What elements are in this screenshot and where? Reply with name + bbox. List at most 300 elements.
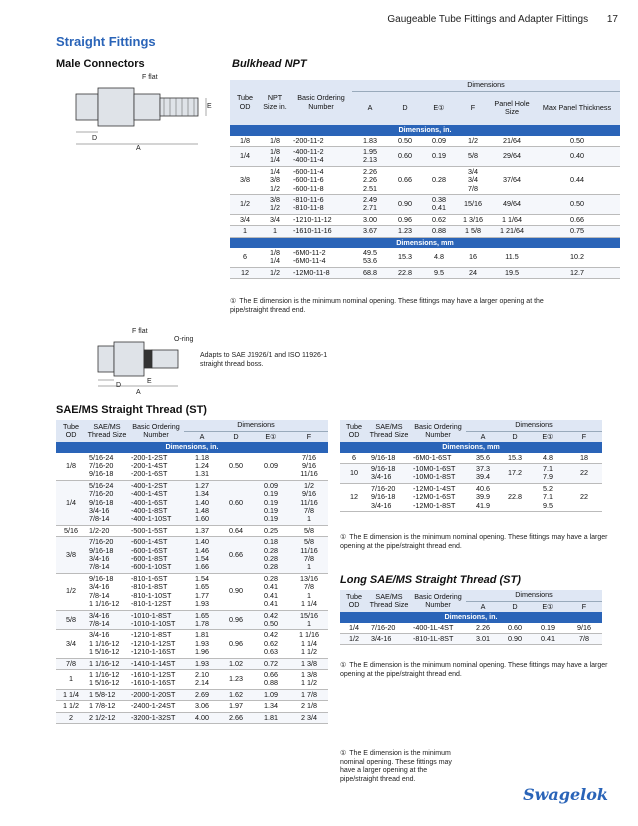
- cell-line: 0.42: [264, 630, 278, 640]
- cell-a: [352, 248, 388, 267]
- bulkhead-footnote: [230, 298, 580, 315]
- cell-line: -400-1-6ST: [131, 497, 168, 507]
- cell-d: 0.90: [220, 573, 252, 610]
- cell-line: 5/8: [304, 537, 314, 547]
- col-tube-od: Tube OD: [56, 420, 86, 442]
- cell-line: 1: [307, 618, 311, 628]
- cell-f: [456, 166, 490, 194]
- cell-d: 0.60: [500, 623, 530, 634]
- cell-hole: 37/64: [490, 166, 534, 194]
- col-panel-hole: Panel Hole Size: [490, 91, 534, 125]
- cell-line: 9/16-18: [371, 464, 396, 473]
- cell-line: 7/8-14: [89, 514, 110, 524]
- col-dimensions: Dimensions: [184, 420, 328, 431]
- col-d: D: [500, 431, 530, 442]
- sae-mm-table: [340, 420, 602, 512]
- cell-a: 3.67: [352, 226, 388, 237]
- cell-thick: 0.50: [534, 194, 620, 214]
- col-tube-od: Tube OD: [340, 420, 368, 442]
- cell-line: 1.34: [195, 489, 209, 499]
- cell-f: [290, 453, 328, 481]
- swagelok-logo: Swagelok: [523, 785, 608, 804]
- cell-line: -1210-1-16ST: [131, 647, 176, 657]
- cell-line: -400-1-10ST: [131, 514, 172, 524]
- label-d: D: [92, 135, 98, 142]
- cell-thread: 1 5/8-12: [86, 689, 128, 700]
- cell-line: -6M0-11-4: [293, 256, 326, 266]
- cell-thread: [86, 573, 128, 610]
- dimensions-band-label: Dimensions, in.: [56, 442, 328, 452]
- cell-d: 22.8: [500, 483, 530, 511]
- cell-a: 1.93: [184, 658, 220, 669]
- cell-line: 0.09: [264, 480, 278, 490]
- long-sae-footnote: [340, 662, 610, 679]
- cell-ord: [290, 146, 352, 166]
- col-e: E①: [252, 431, 290, 442]
- table-row: [56, 453, 328, 481]
- cell-line: 0.28: [264, 554, 278, 564]
- cell-line: 0.63: [264, 647, 278, 657]
- cell-line: 1.18: [195, 452, 209, 462]
- cell-thread: [368, 464, 410, 484]
- cell-line: 1 1/16-12: [89, 599, 120, 609]
- cell-line: 1.65: [195, 582, 209, 592]
- cell-line: 7/16-20: [89, 461, 114, 470]
- cell-line: 41.9: [476, 500, 490, 510]
- cell-od: 6: [340, 453, 368, 464]
- cell-e: 0.09: [252, 453, 290, 481]
- cell-thread: [86, 669, 128, 689]
- section-title-bulkhead: Bulkhead NPT: [232, 58, 307, 70]
- cell-line: 1 1/2: [301, 678, 317, 688]
- cell-line: 7/8-14: [89, 590, 110, 600]
- cell-a: [184, 453, 220, 481]
- cell-hole: 21/64: [490, 136, 534, 147]
- cell-line: 1: [307, 562, 311, 572]
- cell-line: 1 3/8: [301, 669, 317, 679]
- cell-line: 1.96: [195, 647, 209, 657]
- cell-line: 2.14: [195, 678, 209, 688]
- col-tube-od: Tube OD: [340, 590, 368, 612]
- cell-line: 1.46: [195, 545, 209, 555]
- cell-line: 3/4: [468, 175, 478, 185]
- cell-line: -200-1-2ST: [131, 452, 168, 462]
- col-dimensions: Dimensions: [466, 420, 602, 431]
- cell-f: [290, 573, 328, 610]
- table-row: [230, 267, 620, 278]
- cell-e: [422, 194, 456, 214]
- cell-f: [290, 480, 328, 525]
- male-connector-body: [98, 88, 134, 126]
- cell-od: 10: [340, 464, 368, 484]
- cell-f: 1 5/8: [456, 226, 490, 237]
- cell-a: [352, 194, 388, 214]
- cell-a: 2.69: [184, 689, 220, 700]
- cell-line: 53.6: [363, 256, 377, 266]
- cell-f: 22: [566, 483, 602, 511]
- cell-e: [530, 483, 566, 511]
- cell-line: 7/16: [302, 452, 316, 462]
- cell-line: 0.66: [264, 669, 278, 679]
- cell-ord: -1610-11-16: [290, 226, 352, 237]
- cell-line: 7/8-14: [89, 562, 110, 572]
- cell-e: [252, 480, 290, 525]
- cell-d: 1.97: [220, 701, 252, 712]
- bulkhead-table-mm-body: [230, 237, 620, 279]
- adapts-note: Adapts to SAE J1926/1 and ISO 11926-1 straight thread boss.: [200, 352, 328, 368]
- page-number: 17: [606, 14, 618, 25]
- col-ordering-number: Basic Ordering Number: [290, 80, 352, 125]
- cell-a: [184, 480, 220, 525]
- page-header: [371, 14, 618, 25]
- cell-ord: -3200-1-32ST: [128, 712, 184, 723]
- cell-f: 22: [566, 464, 602, 484]
- cell-ord: -1410-1-14ST: [128, 658, 184, 669]
- col-d: D: [500, 601, 530, 612]
- cell-line: 5/16-24: [89, 452, 114, 462]
- long-sae-table: [340, 590, 602, 645]
- cell-thread: [86, 537, 128, 574]
- cell-od: 1/8: [230, 136, 260, 147]
- label-e: E: [147, 378, 152, 385]
- cell-npt: 1/2: [260, 267, 290, 278]
- cell-thread: [368, 483, 410, 511]
- cell-line: 1.48: [195, 506, 209, 516]
- cell-d: 0.96: [220, 630, 252, 658]
- label-f-flat: F flat: [132, 328, 148, 335]
- cell-line: -810-1-12ST: [131, 599, 172, 609]
- cell-d: 1.02: [220, 658, 252, 669]
- cell-line: 1.65: [195, 610, 209, 620]
- cell-e: 0.25: [252, 525, 290, 536]
- cell-ord: -2000-1-20ST: [128, 689, 184, 700]
- cell-line: 1: [307, 590, 311, 600]
- male-connector-drawing: [66, 74, 216, 154]
- cell-line: 1.95: [363, 146, 377, 156]
- col-a: A: [466, 431, 500, 442]
- cell-line: 1.93: [195, 599, 209, 609]
- cell-ord: -500-1-5ST: [128, 525, 184, 536]
- table-row: [340, 623, 602, 634]
- cell-f: 1 3/16: [456, 214, 490, 225]
- cell-d: 0.60: [388, 146, 422, 166]
- oring-connector-body: [114, 342, 144, 376]
- cell-line: 0.19: [264, 489, 278, 499]
- cell-line: 7/8-14: [89, 618, 110, 628]
- cell-line: 1.81: [195, 630, 209, 640]
- cell-f: 15/16: [456, 194, 490, 214]
- cell-f: 2 1/8: [290, 701, 328, 712]
- cell-line: 3/4-16: [371, 472, 392, 482]
- cell-f: [290, 537, 328, 574]
- cell-line: -810-11-8: [293, 203, 324, 213]
- col-a: A: [466, 601, 500, 612]
- table-row: [56, 573, 328, 610]
- cell-line: 1/8: [270, 146, 280, 156]
- cell-line: 3/4-16: [89, 506, 110, 516]
- cell-hole: 1 21/64: [490, 226, 534, 237]
- cell-line: -600-11-6: [293, 175, 324, 185]
- cell-hole: 11.5: [490, 248, 534, 267]
- cell-line: -600-1-8ST: [131, 554, 168, 564]
- sae-mm-table-body: [340, 442, 602, 511]
- cell-od: 12: [230, 267, 260, 278]
- cell-ord: -400-1L-4ST: [410, 623, 466, 634]
- cell-f: 18: [566, 453, 602, 464]
- cell-hole: 19.5: [490, 267, 534, 278]
- cell-a: 2.26: [466, 623, 500, 634]
- cell-line: 0.19: [264, 497, 278, 507]
- table-row: [56, 480, 328, 525]
- cell-line: 7/8: [468, 183, 478, 193]
- cell-line: 1/2: [270, 203, 280, 213]
- cell-line: -400-1-2ST: [131, 480, 168, 490]
- cell-line: 2.49: [363, 194, 377, 204]
- cell-ord: [410, 464, 466, 484]
- cell-line: 2.26: [363, 175, 377, 185]
- cell-line: -1210-1-12ST: [131, 638, 176, 648]
- cell-line: 2.10: [195, 669, 209, 679]
- cell-thick: 0.75: [534, 226, 620, 237]
- cell-d: 1.23: [388, 226, 422, 237]
- cell-line: -10M0-1-8ST: [413, 472, 456, 482]
- cell-line: 1.54: [195, 554, 209, 564]
- cell-thread: 2 1/2-12: [86, 712, 128, 723]
- col-dimensions: Dimensions: [352, 80, 620, 91]
- cell-hole: 49/64: [490, 194, 534, 214]
- cell-line: 11/16: [300, 469, 318, 479]
- footnote-mark: ①: [340, 534, 347, 541]
- cell-line: -810-11-6: [293, 194, 324, 204]
- dimensions-band-row: [230, 237, 620, 248]
- cell-line: -1010-1-8ST: [131, 610, 172, 620]
- cell-thread: [86, 630, 128, 658]
- cell-od: 1: [56, 669, 86, 689]
- cell-line: 3/4: [468, 166, 478, 176]
- cell-od: 5/16: [56, 525, 86, 536]
- table-row: [230, 248, 620, 267]
- cell-od: 1/2: [340, 634, 368, 645]
- cell-line: 9/16-18: [89, 573, 114, 583]
- cell-line: 0.41: [432, 203, 446, 213]
- cell-ord: [128, 537, 184, 574]
- cell-d: 0.66: [220, 537, 252, 574]
- table-row: [230, 226, 620, 237]
- cell-npt: 3/4: [260, 214, 290, 225]
- cell-line: 7/16-20: [89, 537, 114, 547]
- table-row: [230, 136, 620, 147]
- cell-line: 3/8: [270, 175, 280, 185]
- col-dimensions: Dimensions: [466, 590, 602, 601]
- cell-d: 0.60: [220, 480, 252, 525]
- cell-line: -12M0-1-4ST: [413, 483, 456, 493]
- label-d: D: [116, 382, 122, 389]
- cell-e: [530, 464, 566, 484]
- cell-od: 3/4: [230, 214, 260, 225]
- cell-line: 0.18: [264, 537, 278, 547]
- cell-e: [252, 573, 290, 610]
- dimensions-band-label: Dimensions, mm: [340, 442, 602, 452]
- table-row: [56, 610, 328, 630]
- cell-ord: [128, 453, 184, 481]
- cell-line: 1 1/16-12: [89, 638, 120, 648]
- cell-line: 7.1: [543, 464, 553, 473]
- cell-f: 1 3/8: [290, 658, 328, 669]
- cell-od: 3/8: [56, 537, 86, 574]
- label-e: E: [207, 103, 212, 110]
- cell-thread: [86, 610, 128, 630]
- table-row: [56, 537, 328, 574]
- cell-line: 1/4: [270, 256, 280, 266]
- col-tube-od: Tube OD: [230, 80, 260, 125]
- bottom-footnote: [340, 750, 466, 784]
- cell-line: -600-11-8: [293, 183, 324, 193]
- table-row: [56, 630, 328, 658]
- cell-a: [466, 464, 500, 484]
- label-f-flat: F flat: [142, 74, 158, 81]
- cell-a: 4.00: [184, 712, 220, 723]
- cell-a: 1.37: [184, 525, 220, 536]
- cell-ord: -200-11-2: [290, 136, 352, 147]
- cell-line: 1.66: [195, 562, 209, 572]
- section-title-male-connectors: Male Connectors: [56, 58, 145, 70]
- cell-d: 1.62: [220, 689, 252, 700]
- cell-d: 15.3: [500, 453, 530, 464]
- cell-thread: 3/4-16: [368, 634, 410, 645]
- col-a: A: [184, 431, 220, 442]
- header-title: Gaugeable Tube Fittings and Adapter Fittings: [387, 14, 589, 25]
- cell-line: 15/16: [300, 610, 318, 620]
- table-row: [230, 194, 620, 214]
- cell-e: 1.34: [252, 701, 290, 712]
- cell-line: 39.4: [476, 472, 490, 482]
- cell-line: 7.9: [543, 472, 553, 482]
- bulkhead-table: [230, 80, 620, 279]
- cell-f: 5/8: [290, 525, 328, 536]
- sae-table-body: [56, 442, 328, 723]
- cell-f: 1/2: [456, 136, 490, 147]
- cell-line: -400-11-4: [293, 155, 324, 165]
- cell-e: 0.41: [530, 634, 566, 645]
- cell-line: 1.27: [195, 480, 209, 490]
- cell-line: 0.41: [264, 582, 278, 592]
- cell-line: 7.1: [543, 492, 553, 502]
- cell-e: 0.72: [252, 658, 290, 669]
- cell-ord: -1210-11-12: [290, 214, 352, 225]
- col-ordering-number: Basic Ordering Number: [128, 420, 184, 442]
- cell-d: 2.66: [220, 712, 252, 723]
- cell-thread: 9/16-18: [368, 453, 410, 464]
- cell-line: 7/16-20: [371, 483, 396, 493]
- cell-line: 1/4: [270, 155, 280, 165]
- col-f: F: [290, 431, 328, 442]
- oring-connector-nut: [98, 346, 114, 372]
- cell-line: 40.6: [476, 483, 490, 493]
- cell-line: 1.40: [195, 497, 209, 507]
- cell-line: 1.93: [195, 638, 209, 648]
- cell-line: 2.51: [363, 183, 377, 193]
- cell-line: 39.9: [476, 492, 490, 502]
- cell-od: 3/8: [230, 166, 260, 194]
- cell-line: 1/4: [270, 166, 280, 176]
- cell-od: 1 1/2: [56, 701, 86, 712]
- cell-line: 1.60: [195, 514, 209, 524]
- cell-ord: [128, 610, 184, 630]
- cell-line: 0.88: [264, 678, 278, 688]
- cell-thick: 0.50: [534, 136, 620, 147]
- cell-d: 22.8: [388, 267, 422, 278]
- table-row: [56, 701, 328, 712]
- cell-line: 1 1/2: [301, 647, 317, 657]
- cell-line: 1.77: [195, 590, 209, 600]
- cell-e: 0.19: [530, 623, 566, 634]
- cell-f: 16: [456, 248, 490, 267]
- section-title-sae: SAE/MS Straight Thread (ST): [56, 404, 207, 416]
- cell-line: 37.3: [476, 464, 490, 473]
- cell-e: 0.62: [422, 214, 456, 225]
- cell-d: 17.2: [500, 464, 530, 484]
- cell-line: 2.13: [363, 155, 377, 165]
- male-connector-nut-left: [76, 94, 98, 120]
- cell-line: -1610-1-16ST: [131, 678, 176, 688]
- cell-line: 11/16: [300, 497, 318, 507]
- cell-line: 0.41: [264, 590, 278, 600]
- cell-line: 1 1/4: [301, 638, 317, 648]
- table-row: [340, 634, 602, 645]
- cell-line: 2.26: [363, 166, 377, 176]
- cell-ord: [290, 248, 352, 267]
- cell-a: 3.00: [352, 214, 388, 225]
- col-ordering-number: Basic Ordering Number: [410, 420, 466, 442]
- dimensions-band-label: Dimensions, in.: [340, 612, 602, 622]
- cell-npt: 1: [260, 226, 290, 237]
- dimensions-band-row: [340, 442, 602, 452]
- cell-thick: 12.7: [534, 267, 620, 278]
- male-connector-nut-right: [134, 94, 160, 120]
- cell-d: 0.96: [220, 610, 252, 630]
- cell-line: 0.28: [264, 573, 278, 583]
- cell-thread: 1 7/8-12: [86, 701, 128, 712]
- cell-e: [252, 537, 290, 574]
- cell-ord: -810-1L-8ST: [410, 634, 466, 645]
- cell-line: 7/8: [304, 582, 314, 592]
- col-thread-size: SAE/MS Thread Size: [368, 590, 410, 612]
- cell-od: 1/4: [56, 480, 86, 525]
- cell-e: 1.09: [252, 689, 290, 700]
- cell-line: 1 5/16-12: [89, 678, 120, 688]
- cell-line: 1/8: [270, 247, 280, 257]
- cell-d: 0.96: [388, 214, 422, 225]
- cell-ord: [290, 166, 352, 194]
- cell-line: 0.41: [264, 599, 278, 609]
- cell-line: 7/8: [304, 506, 314, 516]
- cell-a: 68.8: [352, 267, 388, 278]
- cell-f: 9/16: [566, 623, 602, 634]
- cell-line: 11/16: [300, 545, 318, 555]
- cell-e: 0.19: [422, 146, 456, 166]
- cell-od: 1/2: [230, 194, 260, 214]
- cell-ord: [128, 669, 184, 689]
- cell-line: -600-1-4ST: [131, 537, 168, 547]
- cell-line: 1.78: [195, 618, 209, 628]
- cell-line: 0.50: [264, 618, 278, 628]
- footnote-text: The E dimension is the minimum nominal opening. These fittings may have a larger opening at the pipe/straight thread end.: [340, 750, 452, 783]
- cell-thick: 0.44: [534, 166, 620, 194]
- cell-a: 3.01: [466, 634, 500, 645]
- cell-a: [184, 630, 220, 658]
- cell-od: 6: [230, 248, 260, 267]
- label-o-ring: O-ring: [174, 336, 194, 343]
